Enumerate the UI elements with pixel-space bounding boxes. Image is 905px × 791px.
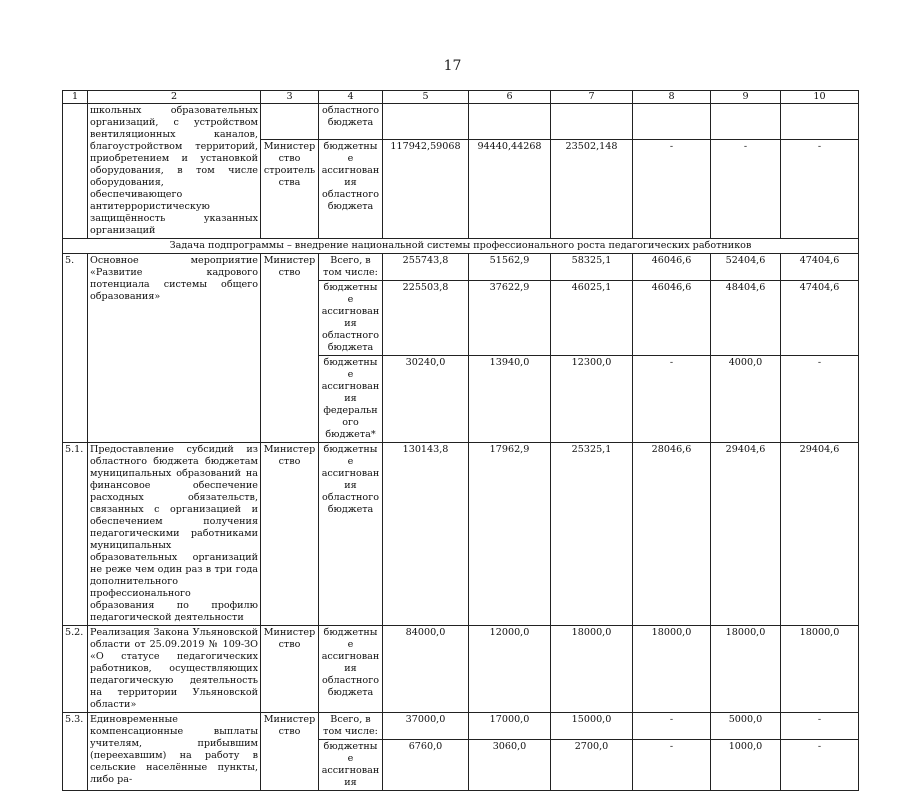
row-value: 18000,0 bbox=[781, 626, 859, 713]
row-value: 6760,0 bbox=[383, 740, 469, 791]
row-value: 1000,0 bbox=[711, 740, 781, 791]
row-funding-source: бюджетные ассигнования областного бюджета bbox=[319, 626, 383, 713]
row-value: 255743,8 bbox=[383, 254, 469, 281]
row-funding-source: областного бюджета bbox=[319, 104, 383, 140]
row-value: 2700,0 bbox=[551, 740, 633, 791]
row-value bbox=[781, 104, 859, 140]
row-value: 25325,1 bbox=[551, 443, 633, 626]
row-value bbox=[633, 104, 711, 140]
row-funding-source: Всего, в том числе: bbox=[319, 254, 383, 281]
row-value: 13940,0 bbox=[469, 356, 551, 443]
table-row bbox=[63, 443, 859, 626]
row-value: 29404,6 bbox=[781, 443, 859, 626]
header-col-10: 10 bbox=[781, 91, 859, 104]
row-value: 23502,148 bbox=[551, 139, 633, 238]
row-value: 18000,0 bbox=[711, 626, 781, 713]
row-executor: Министерство bbox=[261, 443, 319, 626]
row-value bbox=[383, 104, 469, 140]
row-value: 17000,0 bbox=[469, 713, 551, 740]
row-value: 225503,8 bbox=[383, 281, 469, 356]
row-value: 84000,0 bbox=[383, 626, 469, 713]
row-description: Предоставление субсидий из областного бюджета бюджетам муниципальных образований на финансовое обеспечение расходных обязательств, связанных с организацией и обеспечением получения педагогическими работниками муниципальных образовательных организаций не реже чем один раз в три года дополнительного профессионального образования по профилю педагогической деятельности bbox=[88, 443, 261, 626]
row-value: 46046,6 bbox=[633, 254, 711, 281]
header-col-9: 9 bbox=[711, 91, 781, 104]
row-value: - bbox=[781, 139, 859, 238]
row-value bbox=[469, 104, 551, 140]
row-funding-source: бюджетные ассигнования bbox=[319, 740, 383, 791]
header-row bbox=[63, 91, 859, 104]
row-description: Единовременные компенсационные выплаты учителям, прибывшим (переехавшим) на работу в сельские населённые пункты, либо ра- bbox=[88, 713, 261, 791]
section-title: Задача подпрограммы – внедрение национальной системы профессионального роста педагогических работников bbox=[63, 239, 859, 254]
row-value bbox=[551, 104, 633, 140]
row-value: 29404,6 bbox=[711, 443, 781, 626]
header-col-4: 4 bbox=[319, 91, 383, 104]
header-col-6: 6 bbox=[469, 91, 551, 104]
table-row bbox=[63, 104, 859, 140]
row-value: 52404,6 bbox=[711, 254, 781, 281]
section-row bbox=[63, 239, 859, 254]
row-value: 37622,9 bbox=[469, 281, 551, 356]
table-row bbox=[63, 713, 859, 740]
row-executor: Министерство bbox=[261, 626, 319, 713]
row-funding-source: бюджетные ассигнования областного бюджета bbox=[319, 443, 383, 626]
row-value: 12000,0 bbox=[469, 626, 551, 713]
row-value: 17962,9 bbox=[469, 443, 551, 626]
row-value: 130143,8 bbox=[383, 443, 469, 626]
row-funding-source: бюджетные ассигнования областного бюджета bbox=[319, 139, 383, 238]
header-col-2: 2 bbox=[88, 91, 261, 104]
row-executor: Министерство строительства bbox=[261, 139, 319, 238]
row-value: 37000,0 bbox=[383, 713, 469, 740]
row-executor bbox=[261, 104, 319, 140]
row-value: 12300,0 bbox=[551, 356, 633, 443]
header-col-7: 7 bbox=[551, 91, 633, 104]
row-value: - bbox=[781, 740, 859, 791]
row-value bbox=[711, 104, 781, 140]
row-value: 48404,6 bbox=[711, 281, 781, 356]
row-number: 5.2. bbox=[63, 626, 88, 713]
row-value: 58325,1 bbox=[551, 254, 633, 281]
row-number-cell bbox=[63, 104, 88, 239]
row-value: 47404,6 bbox=[781, 254, 859, 281]
row-value: 51562,9 bbox=[469, 254, 551, 281]
budget-table bbox=[62, 90, 859, 791]
row-value: 28046,6 bbox=[633, 443, 711, 626]
page-number: 17 bbox=[443, 58, 462, 74]
row-number: 5.3. bbox=[63, 713, 88, 791]
row-number: 5.1. bbox=[63, 443, 88, 626]
row-value: - bbox=[781, 356, 859, 443]
row-number: 5. bbox=[63, 254, 88, 443]
row-value: 3060,0 bbox=[469, 740, 551, 791]
row-value: 46025,1 bbox=[551, 281, 633, 356]
row-executor: Министерство bbox=[261, 254, 319, 443]
row-value: - bbox=[633, 139, 711, 238]
row-value: 94440,44268 bbox=[469, 139, 551, 238]
header-col-3: 3 bbox=[261, 91, 319, 104]
row-funding-source: Всего, в том числе: bbox=[319, 713, 383, 740]
row-description: Реализация Закона Ульяновской области от 25.09.2019 № 109-ЗО «О статусе педагогических работников, осуществляющих педагогическую деятельность на территории Ульяновской области» bbox=[88, 626, 261, 713]
row-value: - bbox=[781, 713, 859, 740]
row-value: - bbox=[633, 713, 711, 740]
row-value: 47404,6 bbox=[781, 281, 859, 356]
header-col-8: 8 bbox=[633, 91, 711, 104]
row-funding-source: бюджетные ассигнования областного бюджета bbox=[319, 281, 383, 356]
row-value: 117942,59068 bbox=[383, 139, 469, 238]
row-value: 18000,0 bbox=[633, 626, 711, 713]
header-col-5: 5 bbox=[383, 91, 469, 104]
table-row bbox=[63, 626, 859, 713]
row-value: - bbox=[711, 139, 781, 238]
row-description: Основное мероприятие «Развитие кадрового потенциала системы общего образования» bbox=[88, 254, 261, 443]
row-value: 15000,0 bbox=[551, 713, 633, 740]
row-value: 46046,6 bbox=[633, 281, 711, 356]
row-executor: Министерство bbox=[261, 713, 319, 791]
row-value: 5000,0 bbox=[711, 713, 781, 740]
row-value: - bbox=[633, 356, 711, 443]
row-value: 30240,0 bbox=[383, 356, 469, 443]
row-description: школьных образовательных организаций, с устройством вентиляционных каналов, благоустройством территорий, приобретением и установкой оборудования, в том числе оборудования, обеспечивающего антитеррористическую защищённость указанных организаций bbox=[88, 104, 261, 239]
row-value: - bbox=[633, 740, 711, 791]
row-value: 4000,0 bbox=[711, 356, 781, 443]
row-value: 18000,0 bbox=[551, 626, 633, 713]
header-col-1: 1 bbox=[63, 91, 88, 104]
row-funding-source: бюджетные ассигнования федерального бюджета* bbox=[319, 356, 383, 443]
table-row bbox=[63, 254, 859, 281]
